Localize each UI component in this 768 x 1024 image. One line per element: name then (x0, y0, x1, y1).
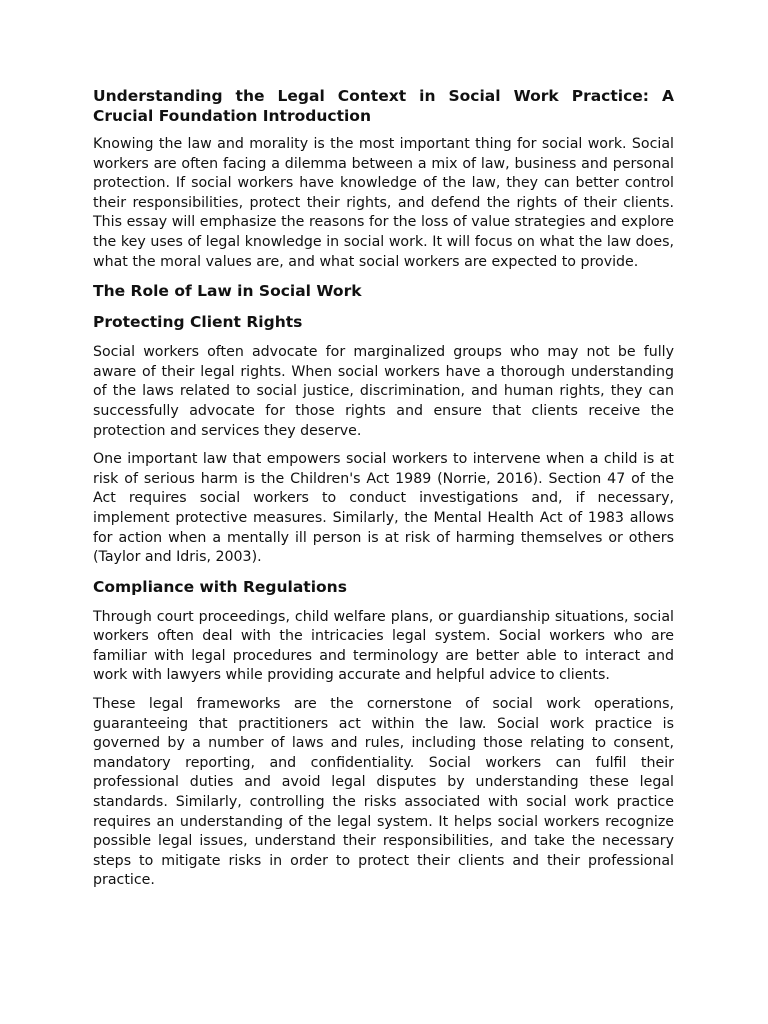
compliance-paragraph-1: Through court proceedings, child welfare plans, or guardianship situations, social workers often deal with the intricacies legal system. Social workers who are familiar with legal procedures and terminology are better able to interact and work with lawyers while providing accurate and helpful advice to clients. (93, 608, 674, 684)
rights-paragraph-1: Social workers often advocate for marginalized groups who may not be fully aware of their legal rights. When social workers have a thorough understanding of the laws related to social justice, discrimination, and human rights, they can successfully advocate for those rights and ensure that clients receive the protection and services they deserve. (93, 344, 674, 439)
section-heading-protecting-client-rights: Protecting Client Rights (93, 313, 303, 332)
intro-paragraph: Knowing the law and morality is the most important thing for social work. Social workers are often facing a dilemma between a mix of law, business and personal protection. If social workers have knowledge of the law, they can better control their responsibilities, protect their rights, and defend the rights of their clients. This essay will emphasize the reasons for the loss of value strategies and explore the key uses of legal knowledge in social work. It will focus on what the law does, what the moral values are, and what social workers are expected to provide. (93, 136, 674, 270)
section-heading-compliance: Compliance with Regulations (93, 577, 347, 596)
compliance-paragraph-2: These legal frameworks are the cornerstone of social work operations, guaranteeing that practitioners act within the law. Social work practice is governed by a number of laws and rules, including those relating to consent, mandatory reporting, and confidentiality. Social workers can fulfil their professional duties and avoid legal disputes by understanding these legal standards. Similarly, controlling the risks associated with social work practice requires an understanding of the legal system. It helps social workers recognize possible legal issues, understand their responsibilities, and take the necessary steps to mitigate risks in order to protect their clients and their professional practice. (93, 696, 674, 889)
document-title: Understanding the Legal Context in Social Work Practice: A Crucial Foundation Introduction (93, 87, 674, 125)
rights-paragraph-2: One important law that empowers social workers to intervene when a child is at risk of serious harm is the Children's Act 1989 (Norrie, 2016). Section 47 of the Act requires social workers to conduct investigations and, if necessary, implement protective measures. Similarly, the Mental Health Act of 1983 allows for action when a mentally ill person is at risk of harming themselves or others (Taylor and Idris, 2003). (93, 451, 674, 566)
section-heading-role-of-law: The Role of Law in Social Work (93, 282, 362, 301)
document-page (93, 86, 674, 900)
